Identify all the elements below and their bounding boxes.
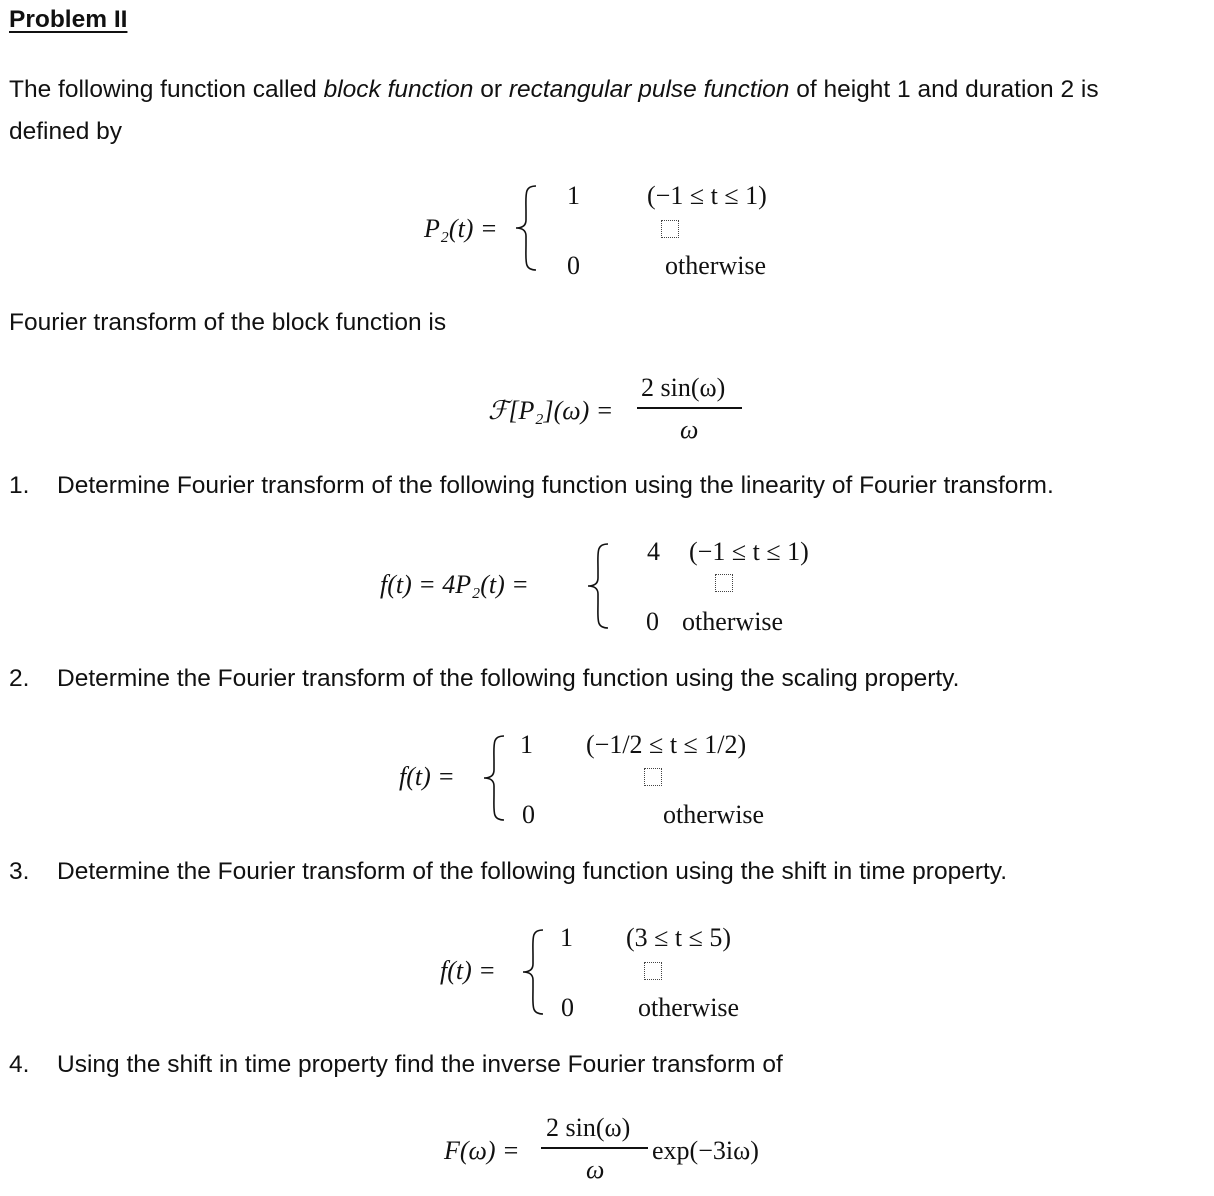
eq-fourier-denominator: ω [680,415,699,444]
eq-fourier-lhs: ℱ[P₂](ω) = [488,396,614,425]
intro-line-1 [9,70,1099,110]
problem-heading: Problem II [9,6,128,33]
eq-q3-case2-cond: otherwise [638,993,740,1022]
eq-q2-case2-cond: otherwise [663,800,765,829]
intro-line-2: defined by [9,118,123,145]
eq-q1-lhs: f(t) = 4P₂(t) = [380,570,529,599]
fraction-bar [541,1147,648,1149]
eq-p2-case1-cond: (−1 ≤ t ≤ 1) [647,181,767,210]
eq-q2-lhs: f(t) = [399,762,455,791]
intro-text-3: of height 1 and duration 2 is [789,76,1099,103]
eq-q4-lhs: F(ω) = [444,1136,520,1165]
left-brace-icon [478,732,512,824]
eq-q2-case1-value: 1 [520,730,533,759]
fourier-intro: Fourier transform of the block function is [9,309,447,336]
eq-q3-lhs: f(t) = [440,956,496,985]
eq-q3-case1-value: 1 [560,923,573,952]
eq-q1-case1-cond: (−1 ≤ t ≤ 1) [689,537,809,566]
fraction-bar [637,407,742,409]
question-3-number: 3. [9,858,30,885]
eq-q4-denominator: ω [586,1155,605,1184]
eq-q1-case2-value: 0 [646,607,659,636]
eq-p2-case2-cond: otherwise [665,251,767,280]
placeholder-box-icon [715,574,733,592]
eq-q1-case2-cond: otherwise [682,607,784,636]
eq-q2-case1-cond: (−1/2 ≤ t ≤ 1/2) [586,730,747,759]
eq-q4-numerator: 2 sin(ω) [546,1113,631,1142]
question-1-text: Determine Fourier transform of the following function using the linearity of Fourier transform. [57,472,1054,499]
question-1-number: 1. [9,472,30,499]
left-brace-icon [510,182,544,274]
question-2-number: 2. [9,665,30,692]
eq-p2-case2-value: 0 [567,251,580,280]
intro-em-rectangular-pulse: rectangular pulse function [508,76,790,103]
placeholder-box-icon [661,220,679,238]
question-4-number: 4. [9,1051,30,1078]
intro-text-2: or [473,76,509,103]
eq-fourier-numerator: 2 sin(ω) [641,373,726,402]
eq-q3-case1-cond: (3 ≤ t ≤ 5) [626,923,732,952]
question-3-text: Determine the Fourier transform of the following function using the shift in time property. [57,858,1008,885]
eq-q1-case1-value: 4 [647,537,660,566]
eq-q4-tail: exp(−3iω) [652,1136,759,1165]
left-brace-icon [517,926,551,1018]
eq-q3-case2-value: 0 [561,993,574,1022]
placeholder-box-icon [644,768,662,786]
question-4-text: Using the shift in time property find the inverse Fourier transform of [57,1051,783,1078]
left-brace-icon [582,540,616,632]
eq-q2-case2-value: 0 [522,800,535,829]
eq-p2-lhs: P₂(t) = [424,214,498,243]
intro-text-1: The following function called [9,76,324,103]
placeholder-box-icon [644,962,662,980]
question-2-text: Determine the Fourier transform of the following function using the scaling property. [57,665,960,692]
intro-em-block-function: block function [323,76,474,103]
eq-p2-case1-value: 1 [567,181,580,210]
